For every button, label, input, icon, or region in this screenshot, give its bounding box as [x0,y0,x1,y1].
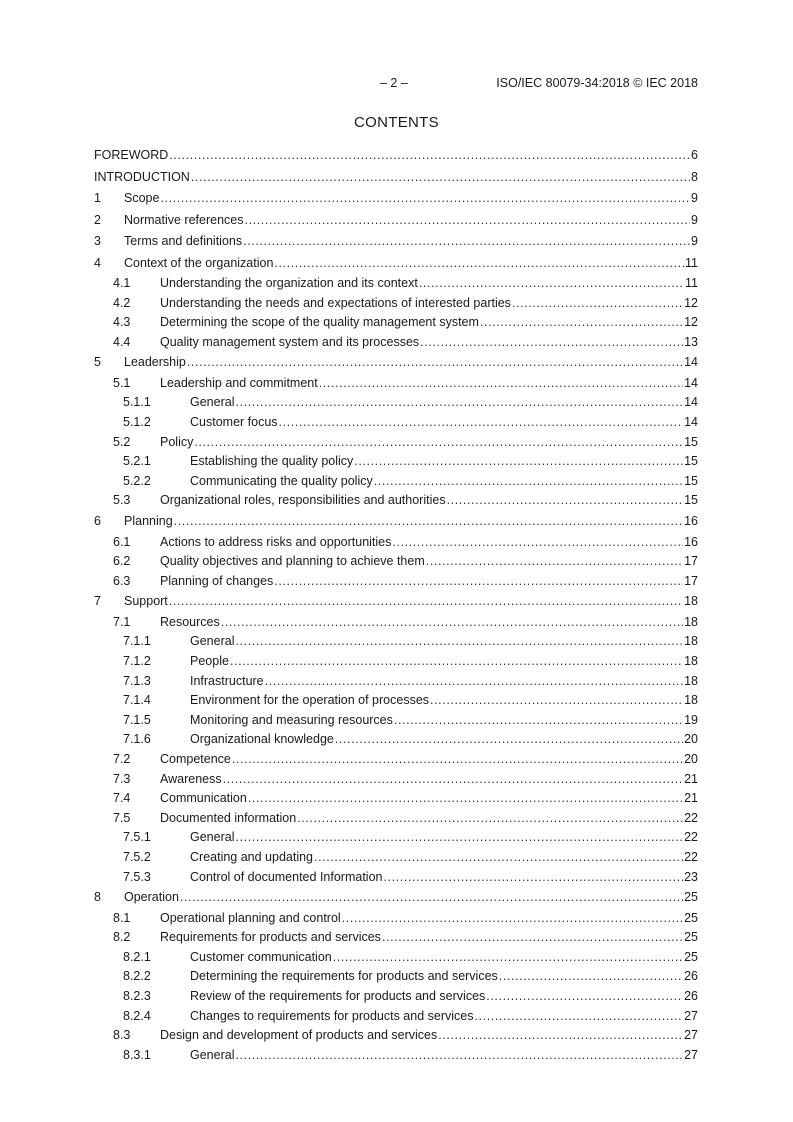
toc-entry-page: 17 [684,554,698,569]
toc-entry-line [190,413,698,433]
toc-entry-page: 18 [684,614,698,629]
toc-entry-number: 7.3 [113,771,131,786]
toc-entry-line [160,552,698,572]
toc-entry-page: 16 [684,514,698,529]
toc-entry[interactable] [94,591,698,613]
toc-entry-page: 21 [684,791,698,806]
toc-entry-title: Infrastructure [190,673,264,688]
dot-leader [333,948,683,968]
toc-entry-title: Environment for the operation of processes [190,693,430,708]
toc-entry-line [160,533,698,553]
toc-entry[interactable] [94,374,698,394]
toc-entry-title: Quality objectives and planning to achieve them [160,554,425,569]
toc-entry-title: Scope [124,191,160,205]
dot-leader [187,352,683,374]
dot-leader [474,1007,683,1027]
toc-entry-title: Resources [160,614,220,629]
toc-entry-number: 7.2 [113,751,131,766]
dot-leader [335,730,683,750]
toc-entry-page: 25 [684,930,698,945]
toc-entry-number: 7.1 [113,614,131,629]
toc-entry-line [190,632,698,652]
toc-entry-number: 7.1.3 [123,673,151,688]
toc-entry-page: 18 [684,673,698,688]
page-title: CONTENTS [354,114,439,131]
toc-entry-line [190,828,698,848]
dot-leader [174,511,683,533]
toc-entry[interactable] [94,691,698,711]
toc-entry-page: 6 [691,148,698,162]
toc-entry[interactable] [94,210,698,232]
dot-leader [374,472,683,492]
toc-entry-line [94,145,698,167]
toc-entry-number: 5.1.2 [123,415,151,430]
toc-entry[interactable] [94,828,698,848]
toc-entry-number: 7 [94,594,101,609]
toc-entry-page: 26 [684,989,698,1003]
toc-entry-title: Requirements for products and services [160,930,381,945]
toc-entry-title: Creating and updating [190,849,314,864]
toc-entry[interactable] [94,967,698,987]
toc-entry-title: Operation [124,890,179,905]
dot-leader [248,789,683,809]
toc-entry[interactable] [94,145,698,167]
dot-leader [426,552,683,572]
toc-entry[interactable] [94,711,698,731]
toc-entry-title: General [190,1047,235,1062]
toc-entry-page: 18 [684,654,698,668]
toc-entry-title: FOREWORD [94,148,169,162]
toc-entry-number: 5.2.1 [123,454,151,469]
toc-entry-line [124,210,698,232]
toc-entry-line [190,393,698,413]
toc-entry-title: Customer communication [190,949,332,964]
toc-entry-page: 15 [684,473,698,488]
dot-leader [169,145,690,167]
toc-entry-number: 7.1.6 [123,732,151,747]
toc-entry-number: 8.2.2 [123,969,151,984]
toc-entry[interactable] [94,433,698,453]
toc-entry-page: 27 [684,1047,698,1062]
toc-entry-page: 9 [691,212,698,227]
toc-entry-line [160,1026,698,1046]
toc-entry-number: 5.1.1 [123,395,151,410]
toc-entry-title: Organizational knowledge [190,732,334,747]
toc-entry-title: Quality management system and its processes [160,334,420,349]
dot-leader [512,294,683,314]
toc-entry-line [94,167,698,189]
toc-entry-title: Actions to address risks and opportunities [160,534,392,549]
toc-entry-title: General [190,634,235,649]
toc-entry-title: Understanding the needs and expectations of interested parties [160,295,511,310]
toc-entry-line [190,452,698,472]
toc-entry-title: Review of the requirements for products and services [190,989,486,1003]
dot-leader [265,672,683,692]
toc-entry[interactable] [94,848,698,868]
toc-entry-number: 8.2.1 [123,949,151,964]
dot-leader [394,711,683,731]
dot-leader [420,333,683,353]
toc-entry-title: Planning [124,514,173,529]
dot-leader [245,210,691,232]
dot-leader [221,613,683,633]
toc-entry[interactable] [94,313,698,333]
toc-entry[interactable] [94,672,698,692]
toc-entry-page: 18 [684,634,698,649]
toc-entry[interactable] [94,393,698,413]
toc-entry-line [124,352,698,374]
toc-entry-title: Customer focus [190,415,278,430]
toc-entry-number: 6.1 [113,534,131,549]
toc-entry-title: Context of the organization [124,255,274,270]
toc-entry-number: 5.3 [113,493,131,508]
toc-entry-number: 4.1 [113,276,131,290]
toc-entry-line [160,909,698,929]
toc-entry[interactable] [94,472,698,492]
dot-leader [232,750,683,770]
dot-leader [279,413,684,433]
toc-entry-number: 2 [94,212,101,227]
toc-entry-number: 8 [94,890,101,905]
toc-entry-number: 4 [94,255,101,270]
toc-entry-line [190,711,698,731]
toc-entry[interactable] [94,552,698,572]
toc-entry[interactable] [94,613,698,633]
toc-entry[interactable] [94,533,698,553]
toc-entry[interactable] [94,167,698,189]
toc-entry-line [160,491,698,511]
toc-entry-line [124,511,698,533]
toc-entry-page: 12 [684,295,698,310]
toc-entry-page: 8 [691,169,698,184]
dot-leader [160,188,690,210]
toc-entry-page: 14 [684,375,698,390]
toc-entry[interactable] [94,333,698,353]
toc-entry-title: Normative references [124,212,244,227]
dot-leader [191,167,690,189]
toc-entry-title: Monitoring and measuring resources [190,712,393,727]
toc-entry-page: 15 [684,493,698,508]
toc-entry[interactable] [94,1007,698,1027]
toc-entry[interactable] [94,1046,698,1066]
toc-entry-page: 9 [691,191,698,205]
toc-entry-line [160,613,698,633]
toc-entry-line [190,472,698,492]
toc-entry[interactable] [94,750,698,770]
toc-entry-title: Operational planning and control [160,910,341,925]
toc-entry-title: Organizational roles, responsibilities and authorities [160,493,446,508]
toc-entry[interactable] [94,511,698,533]
toc-entry-page: 26 [684,969,698,984]
toc-entry-number: 7.1.1 [123,634,151,649]
toc-entry-title: Planning of changes [160,573,274,588]
toc-entry-title: Establishing the quality policy [190,454,354,469]
dot-leader [382,928,683,948]
toc-entry[interactable] [94,948,698,968]
page-number: – 2 – [380,76,408,90]
toc-entry-number: 8.3.1 [123,1047,151,1062]
toc-entry[interactable] [94,231,698,253]
dot-leader [235,828,683,848]
toc-entry-page: 19 [684,712,698,727]
dot-leader [297,809,683,829]
toc-entry-page: 14 [684,355,698,370]
toc-entry-number: 6.3 [113,573,131,588]
toc-entry[interactable] [94,928,698,948]
toc-entry[interactable] [94,632,698,652]
toc-entry-title: Awareness [160,771,222,786]
dot-leader [223,770,683,790]
toc-entry-number: 5 [94,355,101,370]
toc-entry-line [160,294,698,314]
dot-leader [486,987,683,1007]
toc-entry-title: Determining the scope of the quality management system [160,315,479,330]
toc-entry-title: Terms and definitions [124,234,243,248]
toc-entry-line [190,948,698,968]
dot-leader [419,274,684,294]
toc-entry-title: INTRODUCTION [94,169,190,184]
toc-entry-title: Design and development of products and services [160,1028,438,1043]
toc-entry-page: 14 [684,395,698,410]
toc-entry-title: Communication [160,791,247,806]
toc-entry-page: 15 [684,434,698,449]
toc-entry[interactable] [94,730,698,750]
toc-entry-line [160,433,698,453]
toc-entry-number: 8.3 [113,1028,131,1043]
dot-leader [194,433,683,453]
toc-entry-page: 14 [684,415,698,430]
toc-entry[interactable] [94,809,698,829]
toc-entry-title: Competence [160,751,231,766]
toc-entry-number: 6.2 [113,554,131,569]
toc-entry-page: 12 [684,315,698,330]
toc-entry[interactable] [94,868,698,888]
dot-leader [235,393,683,413]
toc-entry-line [160,928,698,948]
toc-entry-line [160,750,698,770]
toc-entry-number: 8.2.3 [123,989,151,1003]
toc-entry-line [124,231,698,253]
toc-entry-number: 5.2.2 [123,473,151,488]
toc-entry-number: 7.5.3 [123,869,151,884]
dot-leader [354,452,683,472]
toc-entry-page: 13 [684,334,698,349]
dot-leader [230,652,683,672]
toc-entry[interactable] [94,887,698,909]
toc-entry-number: 8.2.4 [123,1008,151,1023]
toc-entry-line [160,274,698,294]
toc-entry-page: 21 [684,771,698,786]
toc-entry-title: Communicating the quality policy [190,473,373,488]
dot-leader [392,533,683,553]
toc-entry-page: 9 [691,234,698,248]
toc-entry-number: 7.1.2 [123,654,151,668]
toc-entry-title: Policy [160,434,194,449]
toc-entry[interactable] [94,987,698,1007]
toc-entry[interactable] [94,253,698,275]
toc-entry[interactable] [94,1026,698,1046]
toc-entry-line [190,987,698,1007]
toc-entry[interactable] [94,274,698,294]
dot-leader [499,967,683,987]
toc-entry-number: 8.1 [113,910,131,925]
toc-entry-number: 8.2 [113,930,131,945]
toc-entry-number: 1 [94,191,101,205]
toc-entry[interactable] [94,572,698,592]
toc-entry-line [190,848,698,868]
toc-entry-line [190,730,698,750]
toc-entry-line [190,1007,698,1027]
dot-leader [235,632,683,652]
dot-leader [274,572,683,592]
dot-leader [447,491,684,511]
toc-entry-line [160,333,698,353]
toc-entry[interactable] [94,413,698,433]
toc-entry-line [124,188,698,210]
toc-entry-title: People [190,654,229,668]
dot-leader [319,374,683,394]
toc-entry-number: 7.4 [113,791,131,806]
toc-entry-page: 27 [684,1028,698,1043]
toc-entry-line [160,374,698,394]
toc-entry[interactable] [94,770,698,790]
toc-entry[interactable] [94,352,698,374]
dot-leader [169,591,683,613]
toc-entry-number: 5.2 [113,434,131,449]
toc-entry-title: Support [124,594,168,609]
toc-entry-line [160,789,698,809]
dot-leader [438,1026,683,1046]
toc-entry-page: 17 [684,573,698,588]
toc-entry-line [190,967,698,987]
toc-entry-page: 27 [684,1008,698,1023]
toc-entry-page: 22 [684,810,698,825]
toc-entry-number: 3 [94,234,101,248]
standard-reference: ISO/IEC 80079-34:2018 © IEC 2018 [496,76,698,90]
toc-entry-title: Leadership and commitment [160,375,318,390]
toc-entry-line [190,1046,698,1066]
toc-entry[interactable] [94,491,698,511]
toc-entry-line [160,770,698,790]
toc-entry-line [190,691,698,711]
toc-entry[interactable] [94,909,698,929]
toc-entry-page: 23 [684,869,698,884]
dot-leader [480,313,683,333]
toc-entry-title: Determining the requirements for products and services [190,969,498,984]
toc-entry-page: 15 [684,454,698,469]
toc-entry-number: 7.5 [113,810,131,825]
toc-entry-page: 18 [684,594,698,609]
table-of-contents [94,145,698,1065]
toc-entry-page: 22 [684,830,698,845]
dot-leader [243,231,690,253]
toc-entry-title: General [190,830,235,845]
dot-leader [274,253,684,275]
toc-entry-page: 25 [684,949,698,964]
toc-entry[interactable] [94,789,698,809]
dot-leader [342,909,683,929]
toc-entry-title: General [190,395,235,410]
toc-entry-line [190,652,698,672]
dot-leader [430,691,683,711]
dot-leader [235,1046,683,1066]
toc-entry[interactable] [94,294,698,314]
toc-entry[interactable] [94,188,698,210]
toc-entry-number: 7.5.2 [123,849,151,864]
toc-entry-title: Changes to requirements for products and services [190,1008,474,1023]
dot-leader [383,868,683,888]
toc-entry-number: 4.2 [113,295,131,310]
toc-entry-page: 11 [685,255,698,270]
toc-entry-page: 16 [684,534,698,549]
toc-entry-page: 18 [684,693,698,708]
toc-entry-number: 6 [94,514,101,529]
toc-entry-title: Understanding the organization and its context [160,276,418,290]
toc-entry-line [160,572,698,592]
toc-entry-line [124,591,698,613]
toc-entry-title: Leadership [124,355,186,370]
toc-entry-line [160,313,698,333]
toc-entry-line [190,672,698,692]
toc-entry-page: 22 [684,849,698,864]
toc-entry-page: 25 [684,890,698,905]
toc-entry-title: Control of documented Information [190,869,383,884]
dot-leader [180,887,683,909]
toc-entry-number: 5.1 [113,375,131,390]
toc-entry-line [190,868,698,888]
toc-entry-page: 11 [685,276,698,290]
toc-entry-page: 20 [684,732,698,747]
toc-entry-number: 4.4 [113,334,131,349]
dot-leader [314,848,683,868]
toc-entry-title: Documented information [160,810,297,825]
toc-entry-number: 7.5.1 [123,830,151,845]
toc-entry-line [124,887,698,909]
toc-entry-number: 7.1.5 [123,712,151,727]
toc-entry[interactable] [94,652,698,672]
toc-entry-number: 7.1.4 [123,693,151,708]
toc-entry[interactable] [94,452,698,472]
toc-entry-line [124,253,698,275]
toc-entry-line [160,809,698,829]
toc-entry-number: 4.3 [113,315,131,330]
toc-entry-page: 25 [684,910,698,925]
toc-entry-page: 20 [684,751,698,766]
